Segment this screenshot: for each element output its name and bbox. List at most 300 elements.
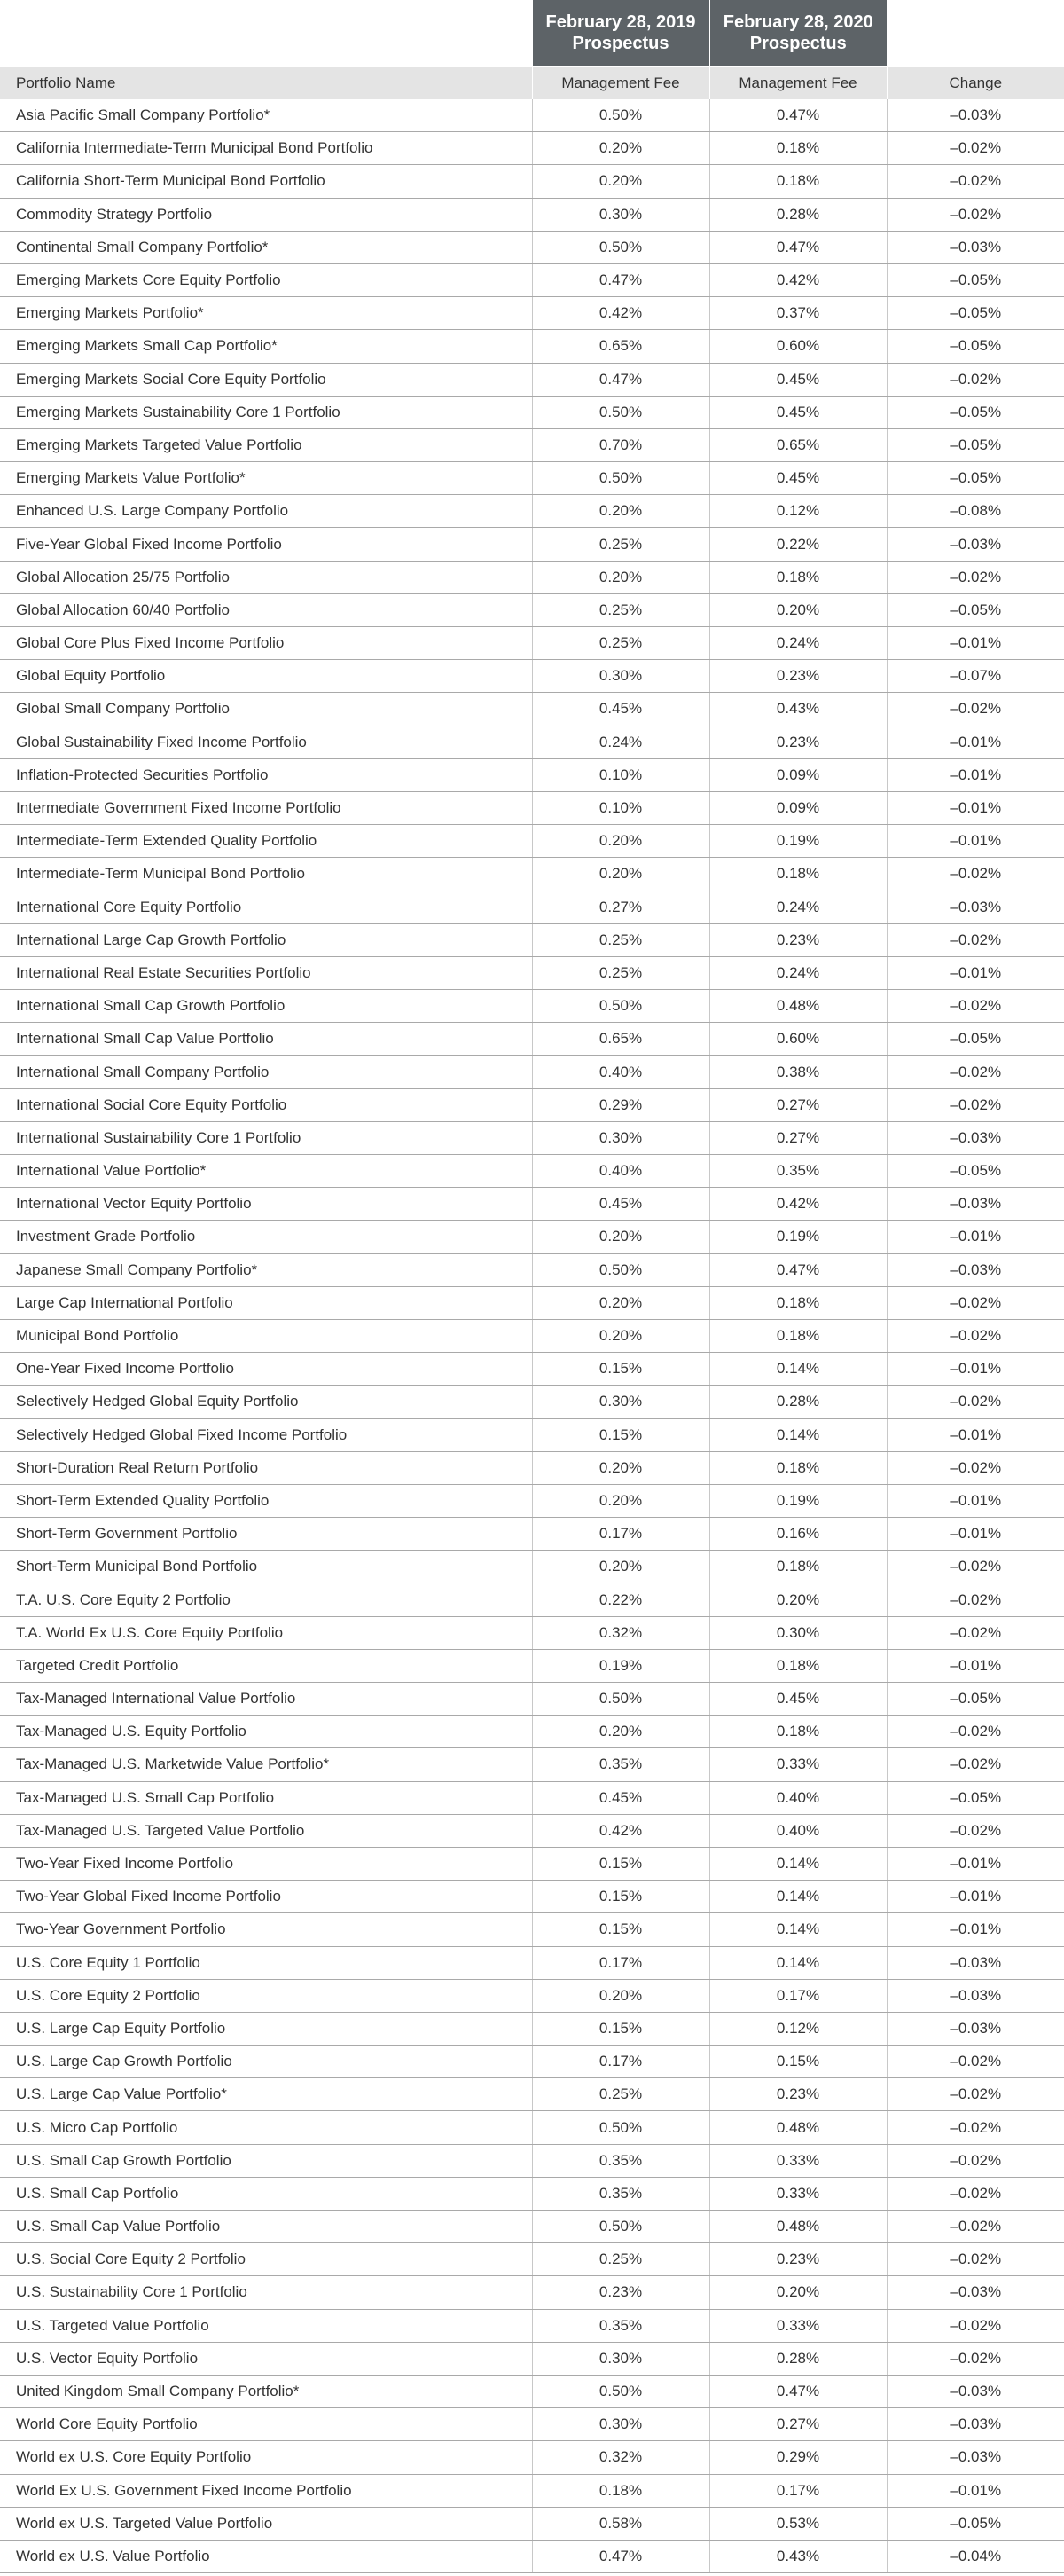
table-row xyxy=(0,2046,1064,2078)
portfolio-name-cell: Global Sustainability Fixed Income Portfolio xyxy=(0,726,532,758)
fee-2019-cell: 0.20% xyxy=(532,561,709,593)
fee-2019-cell: 0.45% xyxy=(532,693,709,726)
fee-2019-cell: 0.50% xyxy=(532,2111,709,2144)
fee-2020-cell: 0.28% xyxy=(709,1386,887,1418)
fee-2019-cell: 0.40% xyxy=(532,1056,709,1088)
change-cell: –0.01% xyxy=(887,791,1064,824)
fee-2019-cell: 0.20% xyxy=(532,1484,709,1517)
change-cell: –0.02% xyxy=(887,858,1064,891)
change-cell: –0.05% xyxy=(887,1155,1064,1188)
portfolio-name-cell: United Kingdom Small Company Portfolio* xyxy=(0,2375,532,2407)
table-row xyxy=(0,2111,1064,2144)
table-row xyxy=(0,1946,1064,1979)
portfolio-name-cell: U.S. Core Equity 1 Portfolio xyxy=(0,1946,532,1979)
fee-2019-cell: 0.42% xyxy=(532,297,709,330)
portfolio-name-cell: Tax-Managed U.S. Marketwide Value Portfolio* xyxy=(0,1748,532,1781)
portfolio-name-cell: Tax-Managed U.S. Equity Portfolio xyxy=(0,1716,532,1748)
portfolio-name-cell: U.S. Social Core Equity 2 Portfolio xyxy=(0,2243,532,2276)
change-cell: –0.01% xyxy=(887,2474,1064,2507)
fee-2020-cell: 0.19% xyxy=(709,1221,887,1253)
column-header-fee-2020: Management Fee xyxy=(709,67,887,100)
fee-2020-cell: 0.42% xyxy=(709,263,887,296)
fee-2020-cell: 0.19% xyxy=(709,825,887,858)
fee-2019-cell: 0.17% xyxy=(532,1946,709,1979)
fee-2019-cell: 0.42% xyxy=(532,1814,709,1847)
portfolio-name-cell: Enhanced U.S. Large Company Portfolio xyxy=(0,495,532,528)
period-2020-header xyxy=(709,0,887,67)
portfolio-name-cell: Inflation-Protected Securities Portfolio xyxy=(0,758,532,791)
change-cell: –0.05% xyxy=(887,428,1064,461)
table-row xyxy=(0,1748,1064,1781)
change-cell: –0.03% xyxy=(887,528,1064,561)
change-cell: –0.05% xyxy=(887,297,1064,330)
header-blank-cell xyxy=(887,0,1064,67)
portfolio-name-cell: World ex U.S. Targeted Value Portfolio xyxy=(0,2507,532,2540)
change-cell: –0.02% xyxy=(887,561,1064,593)
column-header-fee-2019: Management Fee xyxy=(532,67,709,100)
table-row xyxy=(0,1056,1064,1088)
table-row xyxy=(0,495,1064,528)
table-row xyxy=(0,891,1064,923)
change-cell: –0.02% xyxy=(887,1616,1064,1649)
fee-2020-cell: 0.23% xyxy=(709,726,887,758)
fee-2019-cell: 0.15% xyxy=(532,1353,709,1386)
table-row xyxy=(0,923,1064,956)
portfolio-name-cell: Emerging Markets Core Equity Portfolio xyxy=(0,263,532,296)
portfolio-name-cell: Short-Term Government Portfolio xyxy=(0,1518,532,1551)
change-cell: –0.01% xyxy=(887,758,1064,791)
change-cell: –0.02% xyxy=(887,2211,1064,2243)
fee-2020-cell: 0.28% xyxy=(709,2342,887,2375)
table-row xyxy=(0,1683,1064,1716)
portfolio-name-cell: U.S. Small Cap Growth Portfolio xyxy=(0,2144,532,2177)
portfolio-name-cell: Five-Year Global Fixed Income Portfolio xyxy=(0,528,532,561)
fee-2020-cell: 0.18% xyxy=(709,1451,887,1484)
table-row xyxy=(0,1484,1064,1517)
change-cell: –0.05% xyxy=(887,1023,1064,1056)
fee-2020-cell: 0.60% xyxy=(709,330,887,363)
change-cell: –0.03% xyxy=(887,1253,1064,1286)
table-header xyxy=(0,0,1064,99)
change-cell: –0.03% xyxy=(887,2375,1064,2407)
fee-2020-cell: 0.15% xyxy=(709,2046,887,2078)
change-cell: –0.05% xyxy=(887,462,1064,495)
fee-2019-cell: 0.65% xyxy=(532,330,709,363)
fee-2020-cell: 0.47% xyxy=(709,1253,887,1286)
change-cell: –0.01% xyxy=(887,956,1064,989)
fee-2020-cell: 0.18% xyxy=(709,132,887,165)
change-cell: –0.02% xyxy=(887,1814,1064,1847)
fee-2020-cell: 0.18% xyxy=(709,1551,887,1583)
fee-2020-cell: 0.47% xyxy=(709,2375,887,2407)
change-cell: –0.01% xyxy=(887,1221,1064,1253)
table-row xyxy=(0,825,1064,858)
fee-2020-cell: 0.17% xyxy=(709,2474,887,2507)
portfolio-name-cell: International Small Company Portfolio xyxy=(0,1056,532,1088)
portfolio-name-cell: Intermediate Government Fixed Income Portfolio xyxy=(0,791,532,824)
table-row xyxy=(0,2375,1064,2407)
table-row xyxy=(0,330,1064,363)
fee-2020-cell: 0.18% xyxy=(709,858,887,891)
fee-2019-cell: 0.32% xyxy=(532,1616,709,1649)
fee-2019-cell: 0.25% xyxy=(532,956,709,989)
portfolio-name-cell: Selectively Hedged Global Equity Portfolio xyxy=(0,1386,532,1418)
table-row xyxy=(0,956,1064,989)
column-header-change: Change xyxy=(887,67,1064,100)
change-cell: –0.03% xyxy=(887,231,1064,263)
fee-2019-cell: 0.17% xyxy=(532,1518,709,1551)
fee-2020-cell: 0.40% xyxy=(709,1814,887,1847)
portfolio-name-cell: U.S. Large Cap Value Portfolio* xyxy=(0,2078,532,2111)
table-row xyxy=(0,1155,1064,1188)
fee-2020-cell: 0.23% xyxy=(709,660,887,693)
column-header-row xyxy=(0,67,1064,100)
portfolio-name-cell: U.S. Targeted Value Portfolio xyxy=(0,2309,532,2342)
change-cell: –0.02% xyxy=(887,2111,1064,2144)
table-row xyxy=(0,1088,1064,1121)
fee-2019-cell: 0.20% xyxy=(532,1979,709,2012)
portfolio-name-cell: Selectively Hedged Global Fixed Income Portfolio xyxy=(0,1418,532,1451)
portfolio-name-cell: World Core Equity Portfolio xyxy=(0,2408,532,2441)
table-row xyxy=(0,1649,1064,1682)
fee-2019-cell: 0.35% xyxy=(532,2177,709,2210)
fee-2020-cell: 0.18% xyxy=(709,1716,887,1748)
portfolio-name-cell: One-Year Fixed Income Portfolio xyxy=(0,1353,532,1386)
portfolio-name-cell: International Vector Equity Portfolio xyxy=(0,1188,532,1221)
table-row xyxy=(0,1221,1064,1253)
fee-2019-cell: 0.25% xyxy=(532,528,709,561)
fee-2019-cell: 0.25% xyxy=(532,627,709,660)
portfolio-name-cell: Emerging Markets Targeted Value Portfolio xyxy=(0,428,532,461)
fee-2019-cell: 0.47% xyxy=(532,2540,709,2572)
fee-2019-cell: 0.20% xyxy=(532,1286,709,1319)
fee-2019-cell: 0.18% xyxy=(532,2474,709,2507)
fee-2020-cell: 0.12% xyxy=(709,495,887,528)
fee-2019-cell: 0.10% xyxy=(532,791,709,824)
fee-2019-cell: 0.24% xyxy=(532,726,709,758)
fee-2020-cell: 0.28% xyxy=(709,198,887,231)
change-cell: –0.02% xyxy=(887,363,1064,396)
portfolio-name-cell: Short-Duration Real Return Portfolio xyxy=(0,1451,532,1484)
fee-2019-cell: 0.50% xyxy=(532,462,709,495)
table-row xyxy=(0,1847,1064,1880)
table-row xyxy=(0,627,1064,660)
change-cell: –0.02% xyxy=(887,1716,1064,1748)
change-cell: –0.02% xyxy=(887,1286,1064,1319)
fee-2019-cell: 0.35% xyxy=(532,2309,709,2342)
fee-2019-cell: 0.30% xyxy=(532,1386,709,1418)
portfolio-name-cell: U.S. Vector Equity Portfolio xyxy=(0,2342,532,2375)
portfolio-name-cell: U.S. Large Cap Growth Portfolio xyxy=(0,2046,532,2078)
fee-2020-cell: 0.42% xyxy=(709,1188,887,1221)
fee-2020-cell: 0.37% xyxy=(709,297,887,330)
portfolio-name-cell: World Ex U.S. Government Fixed Income Portfolio xyxy=(0,2474,532,2507)
fee-2020-cell: 0.16% xyxy=(709,1518,887,1551)
portfolio-name-cell: Targeted Credit Portfolio xyxy=(0,1649,532,1682)
fee-2020-cell: 0.14% xyxy=(709,1946,887,1979)
table-row xyxy=(0,2078,1064,2111)
portfolio-name-cell: World ex U.S. Value Portfolio xyxy=(0,2540,532,2572)
fee-2020-cell: 0.53% xyxy=(709,2507,887,2540)
fee-2019-cell: 0.20% xyxy=(532,132,709,165)
table-row xyxy=(0,2540,1064,2572)
fee-2020-cell: 0.33% xyxy=(709,2309,887,2342)
portfolio-name-cell: Short-Term Extended Quality Portfolio xyxy=(0,1484,532,1517)
change-cell: –0.03% xyxy=(887,2276,1064,2309)
portfolio-name-cell: Investment Grade Portfolio xyxy=(0,1221,532,1253)
change-cell: –0.03% xyxy=(887,99,1064,132)
table-row xyxy=(0,2243,1064,2276)
change-cell: –0.02% xyxy=(887,1551,1064,1583)
portfolio-name-cell: Short-Term Municipal Bond Portfolio xyxy=(0,1551,532,1583)
fee-2020-cell: 0.23% xyxy=(709,2078,887,2111)
table-row xyxy=(0,1023,1064,1056)
change-cell: –0.02% xyxy=(887,2309,1064,2342)
change-cell: –0.01% xyxy=(887,1484,1064,1517)
table-row xyxy=(0,1551,1064,1583)
table-row xyxy=(0,2144,1064,2177)
table-row xyxy=(0,1583,1064,1616)
table-row xyxy=(0,363,1064,396)
table-row xyxy=(0,1716,1064,1748)
portfolio-name-cell: Japanese Small Company Portfolio* xyxy=(0,1253,532,1286)
fee-2020-cell: 0.24% xyxy=(709,956,887,989)
portfolio-name-cell: International Small Cap Growth Portfolio xyxy=(0,990,532,1023)
table-row xyxy=(0,990,1064,1023)
table-row xyxy=(0,1188,1064,1221)
change-cell: –0.03% xyxy=(887,891,1064,923)
portfolio-name-cell: Commodity Strategy Portfolio xyxy=(0,198,532,231)
table-row xyxy=(0,2507,1064,2540)
portfolio-name-cell: California Intermediate-Term Municipal Bond Portfolio xyxy=(0,132,532,165)
table-row xyxy=(0,1881,1064,1913)
table-row xyxy=(0,791,1064,824)
change-cell: –0.02% xyxy=(887,1088,1064,1121)
table-row xyxy=(0,2408,1064,2441)
fee-2020-cell: 0.27% xyxy=(709,1088,887,1121)
portfolio-name-cell: Intermediate-Term Municipal Bond Portfolio xyxy=(0,858,532,891)
fee-2019-cell: 0.47% xyxy=(532,363,709,396)
table-row xyxy=(0,1386,1064,1418)
fee-2019-cell: 0.20% xyxy=(532,1551,709,1583)
fee-2019-cell: 0.17% xyxy=(532,2046,709,2078)
portfolio-name-cell: Global Allocation 25/75 Portfolio xyxy=(0,561,532,593)
table-row xyxy=(0,1319,1064,1352)
change-cell: –0.03% xyxy=(887,2441,1064,2474)
table-row xyxy=(0,2012,1064,2045)
change-cell: –0.01% xyxy=(887,726,1064,758)
period-2020-date: February 28, 2020 xyxy=(723,12,873,32)
change-cell: –0.02% xyxy=(887,198,1064,231)
table-row xyxy=(0,198,1064,231)
change-cell: –0.01% xyxy=(887,825,1064,858)
fee-2019-cell: 0.58% xyxy=(532,2507,709,2540)
table-row xyxy=(0,132,1064,165)
table-row xyxy=(0,2342,1064,2375)
portfolio-name-cell: Municipal Bond Portfolio xyxy=(0,1319,532,1352)
table-row xyxy=(0,758,1064,791)
fee-2020-cell: 0.22% xyxy=(709,528,887,561)
fee-2019-cell: 0.20% xyxy=(532,825,709,858)
fee-2020-cell: 0.20% xyxy=(709,2276,887,2309)
fee-2019-cell: 0.50% xyxy=(532,1683,709,1716)
portfolio-name-cell: U.S. Large Cap Equity Portfolio xyxy=(0,2012,532,2045)
portfolio-name-cell: Intermediate-Term Extended Quality Portfolio xyxy=(0,825,532,858)
portfolio-name-cell: Tax-Managed U.S. Targeted Value Portfolio xyxy=(0,1814,532,1847)
fee-2020-cell: 0.47% xyxy=(709,231,887,263)
table-row xyxy=(0,1518,1064,1551)
change-cell: –0.02% xyxy=(887,2144,1064,2177)
fee-2019-cell: 0.40% xyxy=(532,1155,709,1188)
fee-2019-cell: 0.70% xyxy=(532,428,709,461)
table-row xyxy=(0,99,1064,132)
portfolio-name-cell: Global Allocation 60/40 Portfolio xyxy=(0,593,532,626)
table-row xyxy=(0,165,1064,198)
table-row xyxy=(0,428,1064,461)
portfolio-name-cell: Emerging Markets Social Core Equity Portfolio xyxy=(0,363,532,396)
fee-2020-cell: 0.43% xyxy=(709,693,887,726)
change-cell: –0.05% xyxy=(887,593,1064,626)
fee-2020-cell: 0.23% xyxy=(709,923,887,956)
fee-2019-cell: 0.35% xyxy=(532,2144,709,2177)
fee-2020-cell: 0.20% xyxy=(709,593,887,626)
fee-2020-cell: 0.14% xyxy=(709,1881,887,1913)
fee-2020-cell: 0.14% xyxy=(709,1418,887,1451)
table-row xyxy=(0,396,1064,428)
fee-2019-cell: 0.20% xyxy=(532,1319,709,1352)
fee-2020-cell: 0.35% xyxy=(709,1155,887,1188)
portfolio-name-cell: U.S. Core Equity 2 Portfolio xyxy=(0,1979,532,2012)
change-cell: –0.05% xyxy=(887,396,1064,428)
table-row xyxy=(0,1781,1064,1814)
fee-2019-cell: 0.47% xyxy=(532,263,709,296)
fee-2020-cell: 0.09% xyxy=(709,758,887,791)
change-cell: –0.04% xyxy=(887,2540,1064,2572)
fee-2020-cell: 0.48% xyxy=(709,990,887,1023)
portfolio-name-cell: U.S. Sustainability Core 1 Portfolio xyxy=(0,2276,532,2309)
portfolio-name-cell: Global Small Company Portfolio xyxy=(0,693,532,726)
fee-2020-cell: 0.33% xyxy=(709,2144,887,2177)
change-cell: –0.05% xyxy=(887,2507,1064,2540)
portfolio-name-cell: California Short-Term Municipal Bond Portfolio xyxy=(0,165,532,198)
fee-2020-cell: 0.27% xyxy=(709,2408,887,2441)
table-row xyxy=(0,561,1064,593)
portfolio-name-cell: U.S. Small Cap Value Portfolio xyxy=(0,2211,532,2243)
fee-2019-cell: 0.20% xyxy=(532,858,709,891)
change-cell: –0.02% xyxy=(887,2342,1064,2375)
table-row xyxy=(0,593,1064,626)
fee-2019-cell: 0.50% xyxy=(532,99,709,132)
fee-2019-cell: 0.20% xyxy=(532,1221,709,1253)
fee-2019-cell: 0.20% xyxy=(532,1716,709,1748)
change-cell: –0.02% xyxy=(887,165,1064,198)
fee-2019-cell: 0.30% xyxy=(532,660,709,693)
column-header-portfolio-name: Portfolio Name xyxy=(0,67,532,100)
table-row xyxy=(0,858,1064,891)
portfolio-name-cell: International Sustainability Core 1 Portfolio xyxy=(0,1121,532,1154)
fee-2020-cell: 0.48% xyxy=(709,2211,887,2243)
change-cell: –0.03% xyxy=(887,1979,1064,2012)
change-cell: –0.01% xyxy=(887,1353,1064,1386)
change-cell: –0.03% xyxy=(887,1946,1064,1979)
portfolio-name-cell: International Large Cap Growth Portfolio xyxy=(0,923,532,956)
table-row xyxy=(0,2177,1064,2210)
period-header-row xyxy=(0,0,1064,67)
fee-2019-cell: 0.27% xyxy=(532,891,709,923)
portfolio-name-cell: Emerging Markets Sustainability Core 1 Portfolio xyxy=(0,396,532,428)
fee-2020-cell: 0.60% xyxy=(709,1023,887,1056)
table-row xyxy=(0,1451,1064,1484)
table-row xyxy=(0,462,1064,495)
table-row xyxy=(0,1913,1064,1946)
change-cell: –0.03% xyxy=(887,2408,1064,2441)
change-cell: –0.05% xyxy=(887,330,1064,363)
portfolio-name-cell: International Value Portfolio* xyxy=(0,1155,532,1188)
change-cell: –0.02% xyxy=(887,990,1064,1023)
fee-2019-cell: 0.19% xyxy=(532,1649,709,1682)
change-cell: –0.02% xyxy=(887,2243,1064,2276)
table-row xyxy=(0,2474,1064,2507)
fee-2019-cell: 0.32% xyxy=(532,2441,709,2474)
fee-2020-cell: 0.45% xyxy=(709,462,887,495)
portfolio-name-cell: Emerging Markets Small Cap Portfolio* xyxy=(0,330,532,363)
period-2019-doc: Prospectus xyxy=(572,34,669,53)
table-row xyxy=(0,1418,1064,1451)
fee-2020-cell: 0.33% xyxy=(709,1748,887,1781)
change-cell: –0.01% xyxy=(887,627,1064,660)
portfolio-name-cell: International Real Estate Securities Portfolio xyxy=(0,956,532,989)
fee-2020-cell: 0.23% xyxy=(709,2243,887,2276)
fee-2019-cell: 0.50% xyxy=(532,1253,709,1286)
fee-2020-cell: 0.17% xyxy=(709,1979,887,2012)
fee-2019-cell: 0.50% xyxy=(532,396,709,428)
fee-2020-cell: 0.18% xyxy=(709,1286,887,1319)
fee-2019-cell: 0.20% xyxy=(532,495,709,528)
fee-2019-cell: 0.15% xyxy=(532,1881,709,1913)
change-cell: –0.07% xyxy=(887,660,1064,693)
fee-2020-cell: 0.45% xyxy=(709,396,887,428)
fee-2020-cell: 0.30% xyxy=(709,1616,887,1649)
fee-2019-cell: 0.45% xyxy=(532,1781,709,1814)
change-cell: –0.02% xyxy=(887,1319,1064,1352)
table-row xyxy=(0,1121,1064,1154)
fee-2019-cell: 0.65% xyxy=(532,1023,709,1056)
fee-2019-cell: 0.20% xyxy=(532,165,709,198)
portfolio-name-cell: Two-Year Government Portfolio xyxy=(0,1913,532,1946)
fee-2020-cell: 0.18% xyxy=(709,165,887,198)
fee-2019-cell: 0.10% xyxy=(532,758,709,791)
fee-2020-cell: 0.40% xyxy=(709,1781,887,1814)
table-row xyxy=(0,1253,1064,1286)
change-cell: –0.05% xyxy=(887,1781,1064,1814)
table-row xyxy=(0,1814,1064,1847)
fee-2019-cell: 0.22% xyxy=(532,1583,709,1616)
portfolio-name-cell: Tax-Managed International Value Portfolio xyxy=(0,1683,532,1716)
table-row xyxy=(0,660,1064,693)
change-cell: –0.02% xyxy=(887,2177,1064,2210)
fee-2019-cell: 0.30% xyxy=(532,2342,709,2375)
fee-2020-cell: 0.47% xyxy=(709,99,887,132)
fee-2019-cell: 0.50% xyxy=(532,2211,709,2243)
table-row xyxy=(0,231,1064,263)
change-cell: –0.08% xyxy=(887,495,1064,528)
fee-2020-cell: 0.14% xyxy=(709,1913,887,1946)
change-cell: –0.02% xyxy=(887,1451,1064,1484)
fee-2019-cell: 0.25% xyxy=(532,593,709,626)
change-cell: –0.02% xyxy=(887,923,1064,956)
table-row xyxy=(0,2276,1064,2309)
fee-2019-cell: 0.30% xyxy=(532,2408,709,2441)
